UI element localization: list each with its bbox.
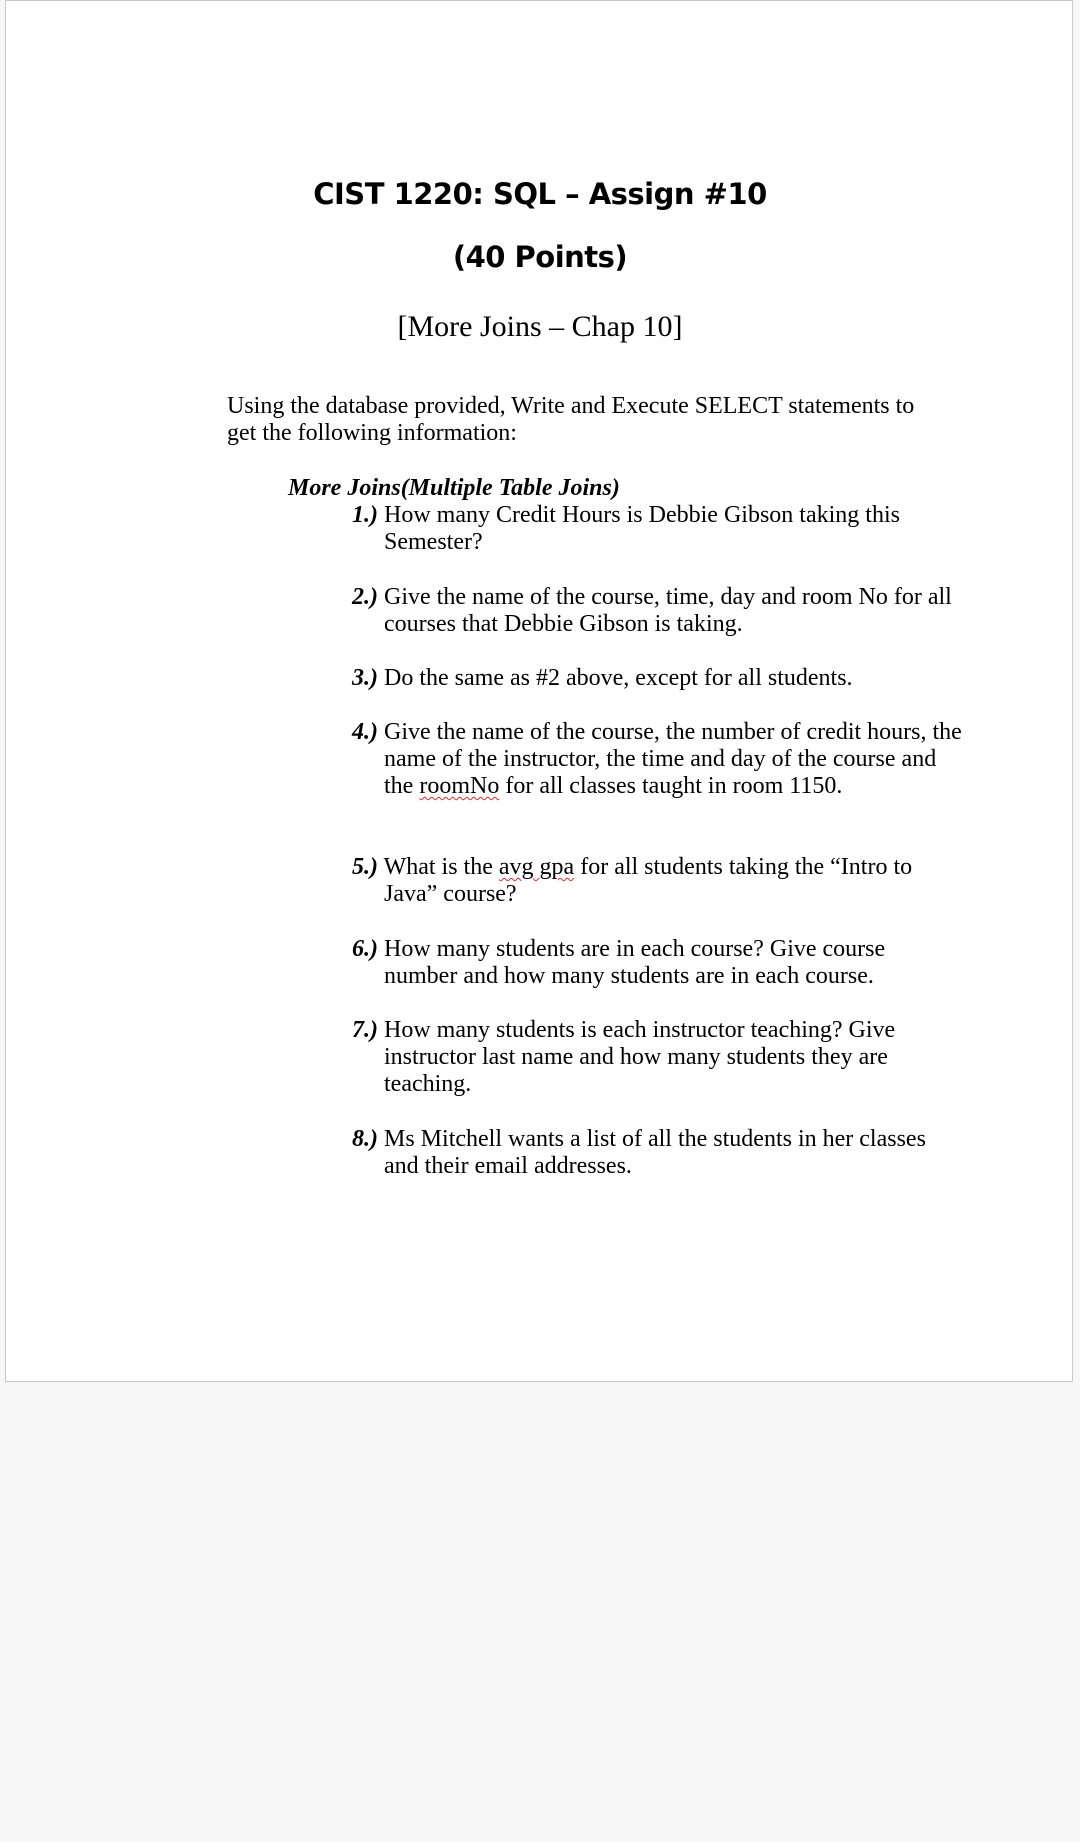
spellcheck-flagged-word[interactable]: roomNo xyxy=(419,773,500,799)
question-text-part: for all classes taught in room 1150. xyxy=(499,773,843,799)
spellcheck-flagged-word[interactable]: avg gpa xyxy=(498,854,575,880)
question-6 xyxy=(352,936,964,990)
question-number: 5.) xyxy=(352,854,378,880)
question-number: 1.) xyxy=(352,502,378,528)
points-title: (40 Points) xyxy=(452,240,628,274)
question-text: How many students are in each course? Give course number and how many students are in each course. xyxy=(384,936,886,989)
question-number: 7.) xyxy=(352,1017,378,1043)
question-4 xyxy=(352,719,964,800)
question-text-part: Give the name of the course, the number of credit hours, the name of the instructor, the time and day of the course and the xyxy=(384,719,962,799)
question-text: Do the same as #2 above, except for all students. xyxy=(384,665,853,691)
question-number: 8.) xyxy=(352,1126,378,1152)
section-heading: More Joins(Multiple Table Joins) xyxy=(288,475,620,501)
question-text: Ms Mitchell wants a list of all the students in her classes and their email addresses. xyxy=(384,1126,926,1179)
assignment-title: CIST 1220: SQL – Assign #10 xyxy=(313,177,767,211)
question-3 xyxy=(352,665,964,692)
question-2 xyxy=(352,584,964,638)
question-8 xyxy=(352,1126,964,1180)
question-text xyxy=(384,719,962,799)
question-text-part: for all students taking the “Intro to Java” course? xyxy=(384,854,913,907)
question-number: 4.) xyxy=(352,719,378,745)
chapter-subtitle: [More Joins – Chap 10] xyxy=(397,310,683,343)
question-text: How many Credit Hours is Debbie Gibson taking this Semester? xyxy=(384,502,900,555)
question-text-part: What is the xyxy=(383,854,499,880)
question-text: Give the name of the course, time, day and room No for all courses that Debbie Gibson is taking. xyxy=(384,584,952,637)
question-number: 3.) xyxy=(352,665,378,691)
intro-paragraph: Using the database provided, Write and Execute SELECT statements to get the following information: xyxy=(227,393,915,446)
question-text xyxy=(384,854,913,907)
question-number: 6.) xyxy=(352,936,378,962)
question-1 xyxy=(352,502,964,556)
question-7 xyxy=(352,1017,964,1098)
question-5 xyxy=(352,854,964,908)
document-page xyxy=(5,0,1073,1382)
question-number: 2.) xyxy=(352,584,378,610)
question-text: How many students is each instructor teaching? Give instructor last name and how many students they are teaching. xyxy=(384,1017,896,1097)
